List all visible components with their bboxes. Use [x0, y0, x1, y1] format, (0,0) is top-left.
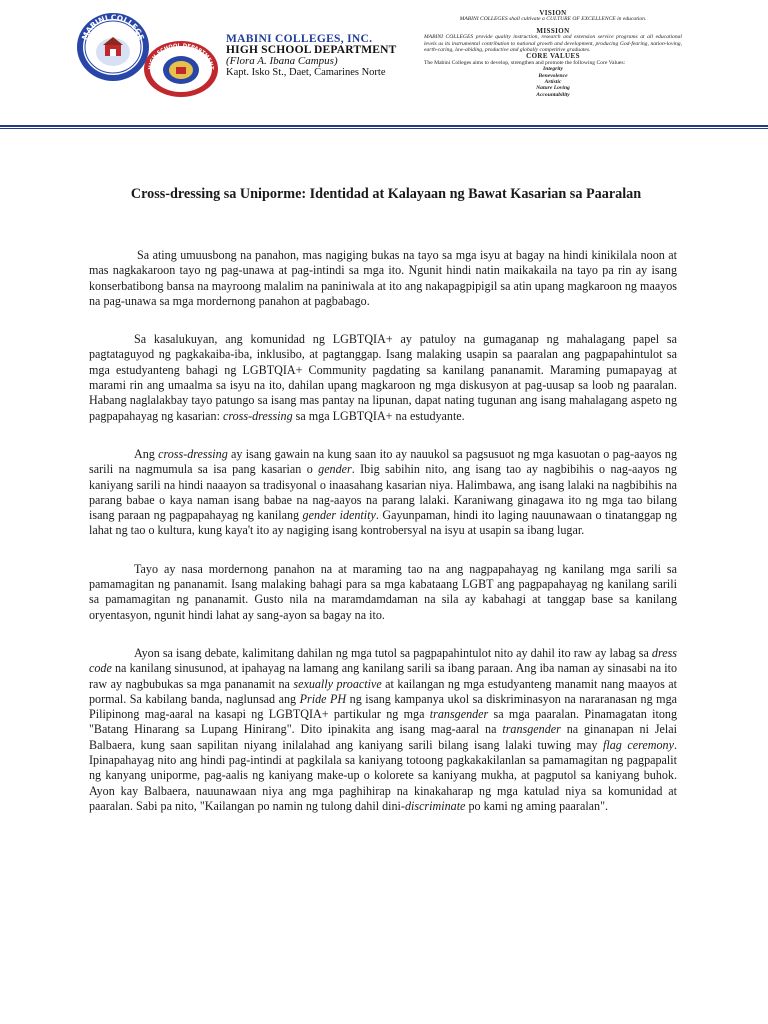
- body-paragraph: Sa ating umuusbong na panahon, mas nagiging bukas na tayo sa mga isyu at bagay na hindi kinikilala noon at mas nagkakaroon tayo ng pag-unawa at pag-intindi sa mga ito. Ngunit hindi natin maikakaila na tayo pa rin ay isang konserbatibong bansa na mayroong malalim na paniniwala at ito ang nakapagpipigil sa atin upang magkaroon ng maayos na pag-unawa sa mga mordernong panahon at pagbabago.: [89, 248, 677, 308]
- seal1-text: MABINI COLLEGE: [80, 12, 146, 42]
- italic-term: transgender: [429, 707, 489, 722]
- letterhead: [0, 0, 768, 130]
- italic-term: cross-dressing: [158, 446, 228, 461]
- body-paragraph: Sa kasalukuyan, ang komunidad ng LGBTQIA+ ay patuloy na gumaganap ng mahalagang papel sa pagtataguyod ng pagkakaiba-iba, inklusibo, at pagtanggap. Isang malaking usapin sa paaralan ang pagpapahintulot sa mga estudyanteng bahagi ng LGBTQIA+ Community pagdating sa kanilang pananamit. Maraming pumapayag at marami rin ang umaalma sa isyu na ito, dahilan upang magkaroon ng mga diskusyon at pag-uusap sa loob ng paaralan. Habang naglalakbay tayo patungo sa isang mas pantay na lipunan, dapat nating tugunan ang isang mahalagang aspeto ng pagpapahayag ng kasarian: cross-dressing sa mga LGBTQIA+ na estudyante.: [89, 332, 677, 423]
- core-value: Nature Loving: [536, 85, 570, 92]
- vision-heading: VISION: [539, 9, 567, 17]
- document-body: [89, 248, 677, 837]
- italic-term: sexually proactive: [293, 676, 382, 691]
- core-value: Integrity: [543, 66, 563, 73]
- core-values-text: The Mabini Colleges aims to develop, strengthen and promote the following Core Values:: [424, 59, 626, 66]
- italic-term: cross-dressing: [222, 408, 293, 423]
- italic-term: discriminate: [404, 798, 466, 813]
- core-value: Benevolence: [538, 72, 568, 79]
- vision-mission-block: [424, 10, 682, 98]
- body-paragraph: Ayon sa isang debate, kalimitang dahilan ng mga tutol sa pagpapahintulot nito ay dahil ito raw ay labag sa dress code na kanilang sinusunod, at ipahayag na lamang ang kanilang sarili sa ibang paraan. Ang iba naman ay sinasabi na ito raw ay nagbubukas sa mga pananamit na sexually proactive at kailangan ng mga estudyanteng manamit nang maayos at pormal. Sa kabilang banda, naglunsad ang Pride PH ng isang kampanya ukol sa diskriminasyon na nararanasan ng mga Pilipinong mag-aaral na kasapi ng LGBTQIA+ partikular ng mga transgender sa mga paaralan. Pinamagatan itong "Batang Hinarang sa Lupang Hinirang". Dito ipinakita ang isang mag-aaral na transgender na ginanapan ni Jelai Balbaera, kung saan sapilitan niyang inilalahad ang kaniyang sarili bilang isang lalaki tuwing may flag ceremony. Ipinapahayag nito ang hindi pag-intindi at pagkilala sa kaniyang totoong pagkakakilanlan sa pamamagitan ng pagpapalit ng kanyang uniporme, pag-aalis ng kaniyang make-up o kolorete sa kaniyang mukha, at pagputol sa kaniyang buhok. Ayon kay Balbaera, nauunawaan niya ang mga paghihirap na kinakaharap ng mga katulad niya sa komunidad at paaralan. Sabi pa nito, "Kailangan po namin ng tulong dahil dini-discriminate po kami ng aming paaralan".: [89, 645, 677, 813]
- document-title: Cross-dressing sa Uniporme: Identidad at Kalayaan ng Bawat Kasarian sa Paaralan: [130, 186, 642, 202]
- body-paragraph: Ang cross-dressing ay isang gawain na kung saan ito ay nauukol sa pagsusuot ng mga kasuotan o pag-aayos ng sarili na nagmumula sa isa pang kasarian o gender. Ibig sabihin nito, ang isang tao ay nagbibihis o nag-aayos ng kaniyang sarili na hindi naaayon sa tradisyonal o inaasahang kasarian niya. Halimbawa, ang isang lalaki na nagbibihis na parang babae o kaya naman isang babae na nag-aayos na parang lalaki. Karaniwang ginagawa ito ng mga tao bilang isang paraan ng pagpapahayag ng kanilang gender identity. Gayunpaman, hindi ito laging nauunawaan o tinatanggap ng lahat ng tao o kultura, kung kaya't ito ay nagiging isang kontrobersyal na isyu at usapin sa ibang lugar.: [89, 446, 677, 538]
- italic-term: dress code: [89, 645, 677, 676]
- core-values-heading: CORE VALUES: [526, 52, 580, 61]
- school-address: Kapt. Isko St., Daet, Camarines Norte: [226, 67, 386, 78]
- italic-term: flag ceremony: [603, 737, 674, 752]
- campus-name: (Flora A. Ibana Campus): [226, 55, 338, 67]
- school-info: [226, 34, 397, 78]
- italic-term: Pride PH: [299, 691, 347, 706]
- core-value: Accountability: [536, 91, 570, 98]
- mission-heading: MISSION: [536, 26, 570, 35]
- department-name: HIGH SCHOOL DEPARTMENT: [226, 44, 397, 56]
- department-seal-icon: [143, 40, 219, 98]
- seal2-text: HIGH SCHOOL DEPARTMENT: [147, 42, 215, 70]
- header-divider: [0, 125, 768, 127]
- italic-term: gender identity: [302, 508, 376, 523]
- mission-text: MABINI COLLEGES provide quality instruction, research and extension service programs at all educational levels as its instrumental contribution to national growth and development, producing God-fearing, nation-loving, earth-caring, law-abiding, productive and globally competitive graduates.: [424, 34, 682, 54]
- italic-term: transgender: [502, 722, 561, 737]
- core-value: Artistic: [544, 79, 562, 86]
- vision-text: MABINI COLLEGES shall cultivate a CULTURE OF EXCELLENCE in education.: [459, 16, 647, 23]
- school-name: MABINI COLLEGES, INC.: [226, 33, 373, 45]
- header-divider-thin: [0, 128, 768, 129]
- italic-term: gender: [318, 462, 352, 477]
- body-paragraph: Tayo ay nasa mordernong panahon na at maraming tao na ang nagpapahayag ng kanilang mga sarili sa pamamagitan ng pananamit. Isang malaking bahagi para sa mga kabataang LGBT ang pagpapahayag ng kanilang sarili sa pamamagitan ng pananamit. Gusto nila na maramdamdaman na sila ay kabahagi at tanggap base sa kanilang oryentasyon, ngunit hindi lahat ay sang-ayon sa bagay na ito.: [89, 561, 677, 622]
- college-seal-icon: [76, 12, 150, 82]
